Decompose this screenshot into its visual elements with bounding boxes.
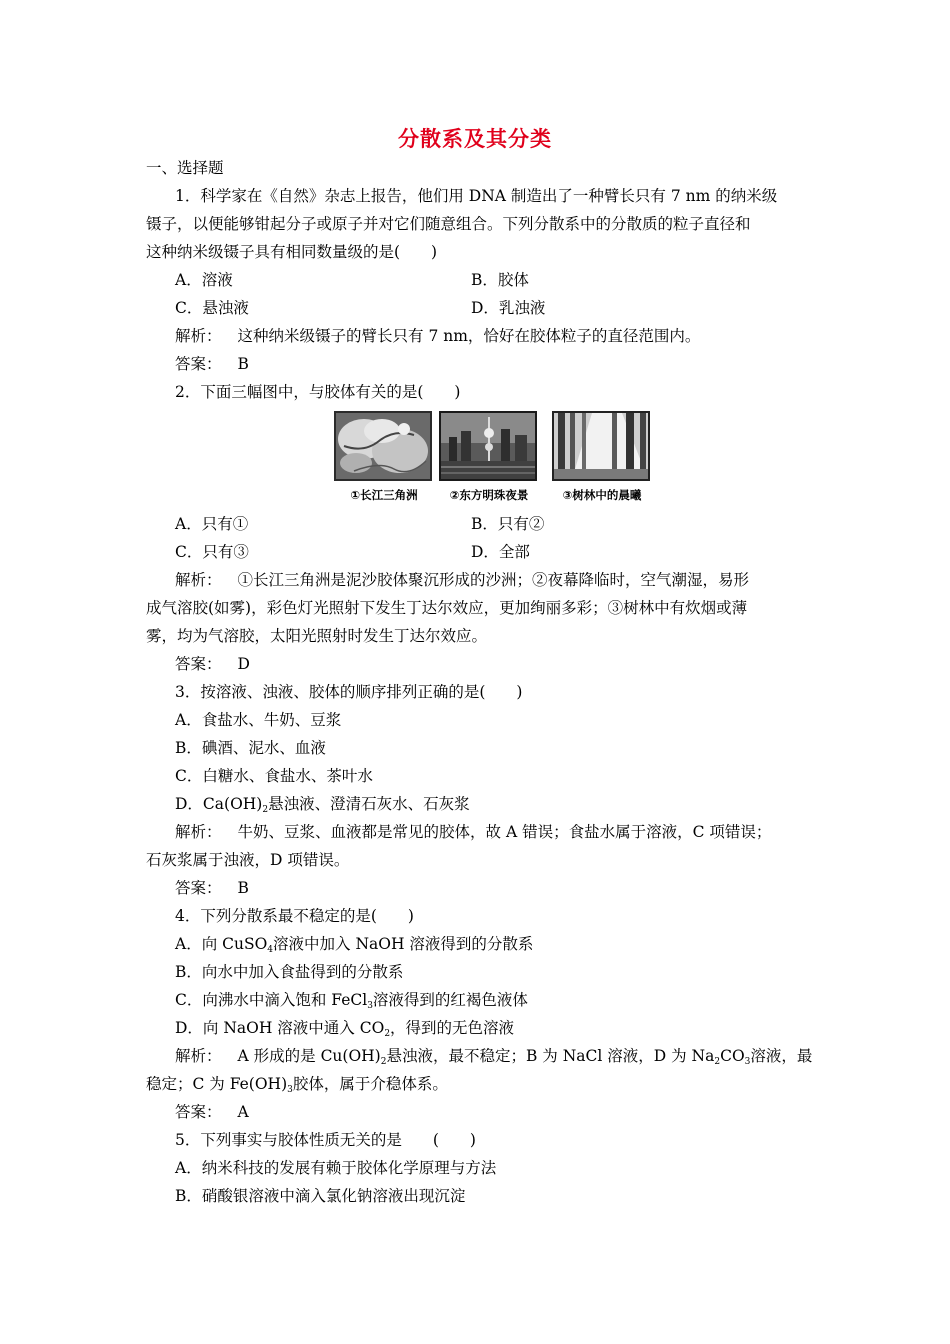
subscript: 4 bbox=[267, 945, 274, 955]
q2-option-d: D．全部 bbox=[471, 543, 530, 561]
q1-option-d: D．乳浊液 bbox=[471, 299, 546, 317]
analysis-label: 解析： bbox=[175, 327, 222, 345]
option-text: D．Ca(OH) bbox=[175, 795, 263, 813]
q3-stem: 3．按溶液、浊液、胶体的顺序排列正确的是( ) bbox=[175, 683, 523, 701]
q1-option-c: C．悬浊液 bbox=[175, 299, 249, 317]
answer-value: A bbox=[237, 1103, 249, 1121]
q5-option-b: B．硝酸银溶液中滴入氯化钠溶液出现沉淀 bbox=[175, 1187, 466, 1205]
q1-analysis bbox=[175, 326, 700, 346]
q4-analysis-line-1 bbox=[175, 1046, 812, 1066]
answer-label: 答案： bbox=[175, 655, 222, 673]
q1-answer bbox=[175, 354, 249, 374]
q3-option-a: A．食盐水、牛奶、豆浆 bbox=[175, 711, 342, 729]
answer-value: B bbox=[237, 355, 249, 373]
analysis-text: 牛奶、豆浆、血液都是常见的胶体，故 A 错误；食盐水属于溶液，C 项错误； bbox=[237, 823, 772, 841]
q2-analysis-line-3: 雾，均为气溶胶，太阳光照射时发生丁达尔效应。 bbox=[146, 627, 488, 645]
q1-stem-line-1: 1．科学家在《自然》杂志上报告，他们用 DNA 制造出了一种臂长只有 7 nm 的纳米级 bbox=[175, 187, 778, 205]
q1-option-a: A．溶液 bbox=[175, 271, 233, 289]
option-text: 溶液中加入 NaOH 溶液得到的分散系 bbox=[273, 935, 534, 953]
q1-option-b: B．胶体 bbox=[471, 271, 529, 289]
analysis-text: 胶体，属于介稳体系。 bbox=[292, 1075, 448, 1093]
answer-label: 答案： bbox=[175, 1103, 222, 1121]
analysis-label: 解析： bbox=[175, 571, 222, 589]
q3-option-b: B．碘酒、泥水、血液 bbox=[175, 739, 326, 757]
figure-caption-2: ②东方明珠夜景 bbox=[449, 488, 529, 502]
figure-forest bbox=[552, 411, 650, 502]
answer-label: 答案： bbox=[175, 879, 222, 897]
figure-pearl-tower bbox=[439, 411, 537, 502]
delta-image bbox=[334, 411, 432, 481]
q1-stem-line-3: 这种纳米级镊子具有相同数量级的是( ) bbox=[146, 243, 438, 261]
q2-figures bbox=[334, 411, 654, 507]
q3-analysis-line-1 bbox=[175, 822, 771, 842]
q3-option-d bbox=[175, 794, 470, 814]
analysis-label: 解析： bbox=[175, 1047, 222, 1065]
q3-analysis-line-2: 石灰浆属于浊液，D 项错误。 bbox=[146, 851, 350, 869]
section-heading: 一、选择题 bbox=[146, 159, 224, 177]
q4-option-a bbox=[175, 934, 533, 954]
analysis-label: 解析： bbox=[175, 823, 222, 841]
analysis-text: ①长江三角洲是泥沙胶体聚沉形成的沙洲；②夜幕降临时，空气潮湿，易形 bbox=[237, 571, 750, 589]
q5-option-a: A．纳米科技的发展有赖于胶体化学原理与方法 bbox=[175, 1159, 497, 1177]
q5-stem: 5．下列事实与胶体性质无关的是 ( ) bbox=[175, 1131, 476, 1149]
option-text: A．向 CuSO bbox=[175, 935, 268, 953]
answer-value: B bbox=[237, 879, 249, 897]
option-text: D．向 NaOH 溶液中通入 CO bbox=[175, 1019, 385, 1037]
q4-option-d bbox=[175, 1018, 514, 1038]
analysis-text: 溶液，最 bbox=[750, 1047, 813, 1065]
pearl-tower-image bbox=[439, 411, 537, 481]
q3-answer bbox=[175, 878, 249, 898]
q4-answer bbox=[175, 1102, 249, 1122]
q4-analysis-line-2 bbox=[146, 1074, 448, 1094]
answer-value: D bbox=[237, 655, 250, 673]
analysis-text: 稳定；C 为 Fe(OH) bbox=[146, 1075, 288, 1093]
figure-caption-3: ③树林中的晨曦 bbox=[562, 488, 642, 502]
q2-answer bbox=[175, 654, 250, 674]
subscript: 3 bbox=[744, 1057, 751, 1067]
q2-stem: 2．下面三幅图中，与胶体有关的是( ) bbox=[175, 383, 461, 401]
q2-analysis-line-2: 成气溶胶(如雾)，彩色灯光照射下发生丁达尔效应，更加绚丽多彩；③树林中有炊烟或薄 bbox=[146, 599, 748, 617]
analysis-text: CO bbox=[720, 1047, 745, 1065]
page-title: 分散系及其分类 bbox=[398, 126, 552, 151]
q3-option-c: C．白糖水、食盐水、茶叶水 bbox=[175, 767, 373, 785]
q2-option-b: B．只有② bbox=[471, 515, 545, 533]
subscript: 3 bbox=[287, 1085, 293, 1095]
q4-stem: 4．下列分散系最不稳定的是( ) bbox=[175, 907, 414, 925]
option-text: 悬浊液、澄清石灰水、石灰浆 bbox=[268, 795, 470, 813]
subscript: 3 bbox=[367, 1001, 373, 1011]
q4-option-b: B．向水中加入食盐得到的分散系 bbox=[175, 963, 404, 981]
figure-caption-1: ①长江三角洲 bbox=[350, 488, 418, 502]
q2-analysis-line-1 bbox=[175, 570, 749, 590]
subscript: 2 bbox=[714, 1057, 721, 1067]
analysis-text: 悬浊液，最不稳定；B 为 NaCl 溶液，D 为 Na bbox=[386, 1047, 715, 1065]
option-text: ，得到的无色溶液 bbox=[390, 1019, 515, 1037]
q1-stem-line-2: 镊子，以便能够钳起分子或原子并对它们随意组合。下列分散系中的分散质的粒子直径和 bbox=[146, 215, 751, 233]
analysis-text: 这种纳米级镊子的臂长只有 7 nm，恰好在胶体粒子的直径范围内。 bbox=[237, 327, 701, 345]
option-text: C．向沸水中滴入饱和 FeCl bbox=[175, 991, 368, 1009]
option-text: 溶液得到的红褐色液体 bbox=[372, 991, 528, 1009]
q4-option-c bbox=[175, 990, 528, 1010]
subscript: 2 bbox=[384, 1029, 391, 1039]
forest-image bbox=[552, 411, 650, 481]
figure-delta bbox=[334, 411, 432, 502]
answer-label: 答案： bbox=[175, 355, 222, 373]
q2-option-a: A．只有① bbox=[175, 515, 249, 533]
analysis-text: A 形成的是 Cu(OH) bbox=[237, 1047, 381, 1065]
q2-option-c: C．只有③ bbox=[175, 543, 249, 561]
subscript: 2 bbox=[262, 805, 269, 815]
subscript: 2 bbox=[380, 1057, 387, 1067]
